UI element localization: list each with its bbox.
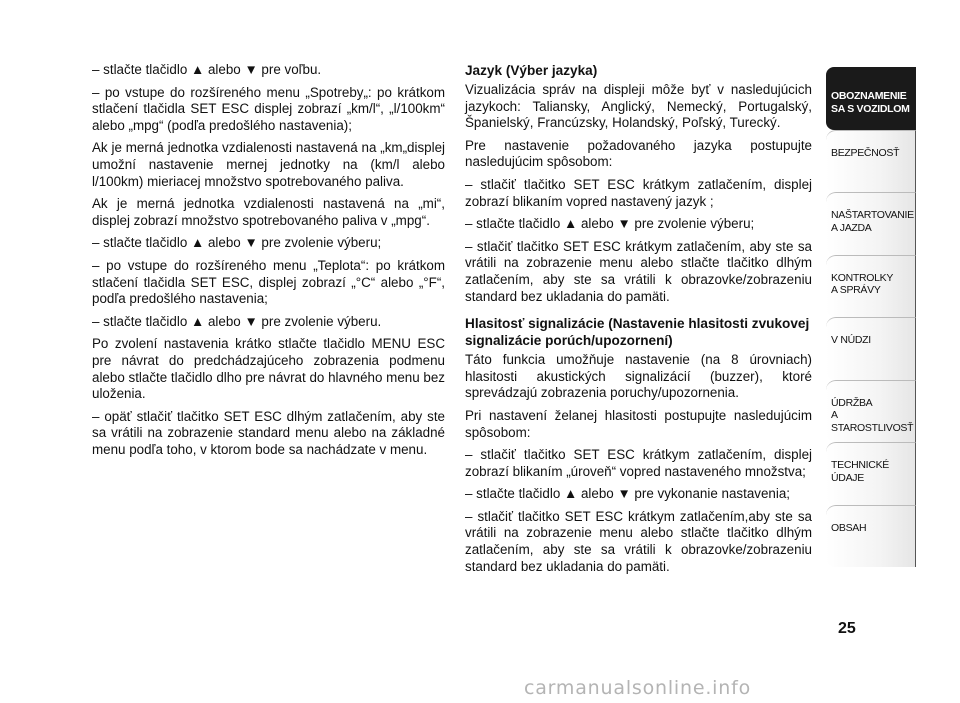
paragraph: – stlačte tlačidlo ▲ alebo ▼ pre voľbu. [92, 62, 322, 77]
paragraph: – po vstupe do rozšíreného menu „Spotreby„: po krátkom stlačení tlačidla SET ESC displej zobrazí „km/l“, „l/100km“ alebo „mpg“ (podľa predošlého nastavenia); [92, 84, 445, 133]
tab-bezpecnost[interactable]: BEZPEČNOSŤ [826, 130, 916, 193]
chapter-tab-index [826, 67, 916, 567]
paragraph: – stlačte tlačidlo ▲ alebo ▼ pre zvolenie výberu. [92, 313, 382, 329]
page-number: 25 [838, 620, 856, 637]
paragraph: – stlačte tlačidlo ▲ alebo ▼ pre zvolenie výberu; [465, 216, 755, 232]
paragraph: – stlačte tlačidlo ▲ alebo ▼ pre zvolenie výberu; [92, 235, 382, 251]
paragraph: Ak je merná jednotka vzdialenosti nastavená na „km„displej umožní nastavenie mernej jednotky na (km/l alebo l/100km) mieriacej množstvo spotrebovaného paliva. [92, 140, 445, 189]
tab-nastartovanie[interactable]: NAŠTARTOVANIE A JAZDA [826, 192, 916, 255]
tab-technicke-udaje[interactable]: TECHNICKÉ ÚDAJE [826, 442, 916, 505]
section-heading-volume: Hlasitosť signalizácie (Nastavenie hlasitosti zvukovej signalizácie porúch/upozornení) [465, 316, 810, 349]
paragraph: Po zvolení nastavenia krátko stlačte tlačidlo MENU ESC pre návrat do predchádzajúceho zobrazenia podmenu alebo stlačte tlačidlo dlho pre návrat do hlavného menu bez uloženia. [92, 336, 445, 402]
paragraph: – po vstupe do rozšíreného menu „Teplota“: po krátkom stlačení tlačidla SET ESC, displej zobrazí „°C“ alebo „°F“, podľa predošlého nastavenia; [92, 257, 445, 307]
tab-obsah[interactable]: OBSAH [826, 505, 916, 568]
paragraph: – opäť stlačiť tlačitko SET ESC dlhým zatlačením, aby ste sa vrátili na zobrazenie standard menu alebo na základné menu podľa toho, v ktorom bode sa nachádzate v menu. [92, 408, 445, 457]
paragraph: – stlačiť tlačitko SET ESC krátkym zatlačením, displej zobrazí blikaním vopred nastavený jazyk ; [465, 176, 812, 209]
paragraph: – stlačte tlačidlo ▲ alebo ▼ pre vykonanie nastavenia; [465, 486, 791, 502]
paragraph: Táto funkcia umožňuje nastavenie (na 8 úrovniach) hlasitosti akustických signalizácií (buzzer), ktoré sprevádzajú zobrazenia poruchy/upozornenia. [465, 352, 812, 401]
left-text-column [92, 62, 445, 464]
tab-oboznamenie[interactable]: OBOZNAMENIE SA S VOZIDLOM [826, 67, 916, 130]
paragraph: – stlačiť tlačitko SET ESC krátkym zatlačením, displej zobrazí blikaním „úroveň“ vopred nastaveného množstva; [465, 447, 812, 479]
tab-kontrolky[interactable]: KONTROLKY A SPRÁVY [826, 255, 916, 318]
paragraph: – stlačiť tlačitko SET ESC krátkym zatlačením,aby ste sa vrátili na zobrazenie menu alebo stlačte tlačitko dlhým zatlačením, aby ste sa vrátili k obrazovke/zobrazeniu standard bez ukladania do pamäti. [465, 508, 812, 574]
paragraph: Pri nastavení želanej hlasitosti postupujte nasledujúcim spôsobom: [465, 407, 812, 440]
paragraph: – stlačiť tlačitko SET ESC krátkym zatlačením, aby ste sa vrátili na zobrazenie menu alebo stlačte tlačitko dlhým zatlačením, aby ste sa vrátili k obrazovke/zobrazeniu standard bez ukladania do pamäti. [465, 238, 812, 304]
paragraph: Pre nastavenie požadovaného jazyka postupujte nasledujúcim spôsobom: [465, 137, 812, 170]
tab-udrzba[interactable]: ÚDRŽBA A STAROSTLIVOSŤ [826, 380, 916, 443]
section-heading-language: Jazyk (Výber jazyka) [465, 63, 598, 78]
watermark: carmanualsonline.info [523, 677, 752, 699]
right-text-column [465, 62, 812, 581]
paragraph: Ak je merná jednotka vzdialenosti nastavená na „mi“, displej zobrazí množstvo spotrebovaného paliva v „mpg“. [92, 196, 445, 228]
tab-v-nudzi[interactable]: V NÚDZI [826, 317, 916, 380]
paragraph: Vizualizácia správ na displeji môže byť v nasledujúcich jazykoch: Taliansky, Anglický, Nemecký, Portugalský, Španielský, Francúzsky, Holandský, Poľský, Turecký. [465, 82, 812, 131]
